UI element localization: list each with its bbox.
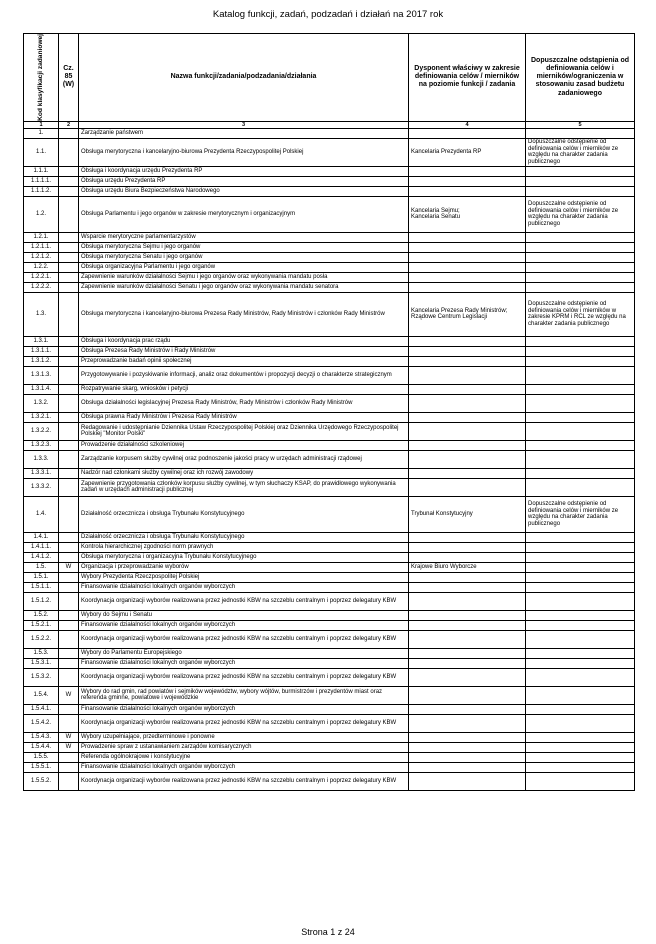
part-cell xyxy=(59,704,79,714)
exemption-cell xyxy=(526,686,635,704)
name-cell: Koordynacja organizacji wyborów realizowana przez jednostki KBW na szczeblu centralnym i poprzez delegatury KBW xyxy=(79,592,409,610)
name-cell: Obsługa Parlamentu i jego organów w zakresie merytorycznym i organizacyjnym xyxy=(79,196,409,232)
name-cell: Wybory Prezydenta Rzeczpospolitej Polskiej xyxy=(79,572,409,582)
exemption-cell xyxy=(526,186,635,196)
dysponent-cell xyxy=(409,166,526,176)
exemption-cell xyxy=(526,532,635,542)
name-cell: Obsługa merytoryczna i kancelaryjno-biurowa Prezesa Rady Ministrów, Rady Ministrów i członków Rady Ministrów xyxy=(79,292,409,336)
table-row xyxy=(24,742,635,752)
exemption-cell xyxy=(526,630,635,648)
part-cell xyxy=(59,422,79,440)
exemption-cell xyxy=(526,336,635,346)
name-cell: Zapewnienie warunków działalności Senatu i jego organów oraz wykonywania mandatu senatora xyxy=(79,282,409,292)
code-cell: 1.2.1.2. xyxy=(24,252,59,262)
exemption-cell xyxy=(526,422,635,440)
part-cell xyxy=(59,572,79,582)
part-cell xyxy=(59,620,79,630)
exemption-cell xyxy=(526,572,635,582)
table-row xyxy=(24,592,635,610)
exemption-cell xyxy=(526,552,635,562)
name-cell: Obsługa działalności legislacyjnej Prezesa Rady Ministrów, Rady Ministrów i członków Rady Ministrów xyxy=(79,394,409,412)
dysponent-cell xyxy=(409,232,526,242)
name-cell: Zapewnienie przygotowania członków korpusu służby cywilnej, w tym słuchaczy KSAP, do prawidłowego wykonywania zadań w urzędach administracji publicznej xyxy=(79,478,409,496)
dysponent-cell xyxy=(409,468,526,478)
exemption-cell: Dopuszczalne odstępienie od definiowania celów i mierników ze względu na charakter zadania publicznego xyxy=(526,196,635,232)
dysponent-cell xyxy=(409,772,526,790)
table-row xyxy=(24,262,635,272)
table-row xyxy=(24,176,635,186)
part-cell xyxy=(59,384,79,394)
part-cell xyxy=(59,668,79,686)
exemption-cell xyxy=(526,648,635,658)
dysponent-cell xyxy=(409,366,526,384)
dysponent-cell xyxy=(409,478,526,496)
dysponent-cell xyxy=(409,610,526,620)
code-cell: 1.2.2. xyxy=(24,262,59,272)
code-cell: 1.3. xyxy=(24,292,59,336)
part-cell xyxy=(59,186,79,196)
code-cell: 1.5.1.1. xyxy=(24,582,59,592)
table-row xyxy=(24,422,635,440)
dysponent-cell xyxy=(409,412,526,422)
dysponent-cell xyxy=(409,704,526,714)
part-cell xyxy=(59,196,79,232)
code-cell: 1.5.5.1. xyxy=(24,762,59,772)
code-cell: 1.5.2. xyxy=(24,610,59,620)
dysponent-cell xyxy=(409,542,526,552)
dysponent-cell xyxy=(409,732,526,742)
table-row xyxy=(24,532,635,542)
dysponent-cell xyxy=(409,686,526,704)
code-cell: 1.5.5.2. xyxy=(24,772,59,790)
part-cell xyxy=(59,128,79,138)
table-row xyxy=(24,232,635,242)
exemption-cell xyxy=(526,468,635,478)
part-cell xyxy=(59,336,79,346)
table-row xyxy=(24,196,635,232)
table-row xyxy=(24,412,635,422)
header-kod: Kod klasyfikacji zadaniowej xyxy=(24,34,59,122)
name-cell: Działalność orzecznicza i obsługa Trybunału Konstytucyjnego xyxy=(79,496,409,532)
header-row xyxy=(24,34,635,122)
name-cell: Organizacja i przeprowadzanie wyborów xyxy=(79,562,409,572)
name-cell: Obsługa organizacyjna Parlamentu i jego organów xyxy=(79,262,409,272)
name-cell: Wybory uzupełniające, przedterminowe i ponowne xyxy=(79,732,409,742)
table-row xyxy=(24,552,635,562)
part-cell xyxy=(59,394,79,412)
name-cell: Przygotowywanie i pozyskiwanie informacji, analiz oraz dokumentów i propozycji decyzji o charakterze strategicznym xyxy=(79,366,409,384)
table-row xyxy=(24,686,635,704)
code-cell: 1.2.1. xyxy=(24,232,59,242)
table-row xyxy=(24,468,635,478)
column-number: 2 xyxy=(59,121,79,128)
dysponent-cell xyxy=(409,252,526,262)
code-cell: 1.5.1. xyxy=(24,572,59,582)
name-cell: Finansowanie działalności lokalnych organów wyborczych xyxy=(79,582,409,592)
part-cell xyxy=(59,468,79,478)
table-row xyxy=(24,166,635,176)
table-row xyxy=(24,384,635,394)
page-title: Katalog funkcji, zadań, podzadań i działań na 2017 rok xyxy=(212,9,444,20)
part-cell xyxy=(59,496,79,532)
dysponent-cell xyxy=(409,356,526,366)
code-cell: 1.5.3.1. xyxy=(24,658,59,668)
exemption-cell xyxy=(526,272,635,282)
header-cz: Cz. 85 (W) xyxy=(59,34,79,122)
exemption-cell xyxy=(526,232,635,242)
exemption-cell xyxy=(526,542,635,552)
exemption-cell xyxy=(526,394,635,412)
part-cell xyxy=(59,242,79,252)
exemption-cell xyxy=(526,262,635,272)
code-cell: 1.4. xyxy=(24,496,59,532)
name-cell: Zarządzanie państwem xyxy=(79,128,409,138)
name-cell: Koordynacja organizacji wyborów realizowana przez jednostki KBW na szczeblu centralnym i poprzez delegatury KBW xyxy=(79,772,409,790)
code-cell: 1.5.3. xyxy=(24,648,59,658)
dysponent-cell xyxy=(409,572,526,582)
code-cell: 1.4.1.1. xyxy=(24,542,59,552)
table-row xyxy=(24,630,635,648)
exemption-cell xyxy=(526,176,635,186)
table-row xyxy=(24,292,635,336)
name-cell: Prowadzenie działalności szkoleniowej xyxy=(79,440,409,450)
exemption-cell xyxy=(526,384,635,394)
part-cell xyxy=(59,138,79,166)
table-row xyxy=(24,336,635,346)
name-cell: Zarządzanie korpusem służby cywilnej oraz podnoszenie jakości pracy w urzędach administracji rządowej xyxy=(79,450,409,468)
code-cell: 1.5.4.3. xyxy=(24,732,59,742)
part-cell xyxy=(59,166,79,176)
name-cell: Wybory do Parlamentu Europejskiego xyxy=(79,648,409,658)
code-cell: 1.2. xyxy=(24,196,59,232)
name-cell: Wybory do Sejmu i Senatu xyxy=(79,610,409,620)
table-row xyxy=(24,732,635,742)
name-cell: Koordynacja organizacji wyborów realizowana przez jednostki KBW na szczeblu centralnym i poprzez delegatury KBW xyxy=(79,714,409,732)
name-cell: Prowadzenie spraw z ustanawianiem zarządów komisarycznych xyxy=(79,742,409,752)
code-cell: 1.3.1.4. xyxy=(24,384,59,394)
table-row xyxy=(24,440,635,450)
code-cell: 1.4.1.2. xyxy=(24,552,59,562)
exemption-cell xyxy=(526,582,635,592)
table-row xyxy=(24,478,635,496)
table-row xyxy=(24,242,635,252)
dysponent-cell: Krajowe Biuro Wyborcze xyxy=(409,562,526,572)
part-cell xyxy=(59,292,79,336)
table-row xyxy=(24,138,635,166)
exemption-cell: Dopuszczalne odstępienie od definiowania celów i mierników w zakresie KPRM i RCL ze względu na charakter zadania publicznego xyxy=(526,292,635,336)
dysponent-cell xyxy=(409,128,526,138)
table-row xyxy=(24,496,635,532)
part-cell xyxy=(59,532,79,542)
column-number-row xyxy=(24,121,635,128)
table-row xyxy=(24,714,635,732)
header-dopuszczalne: Dopuszczalne odstąpienia od definiowania celów i mierników/ograniczenia w stosowaniu zasad budżetu zadaniowego xyxy=(526,34,635,122)
dysponent-cell xyxy=(409,242,526,252)
part-cell xyxy=(59,772,79,790)
table-row xyxy=(24,366,635,384)
name-cell: Obsługa i koordynacja prac rządu xyxy=(79,336,409,346)
code-cell: 1.5.2.2. xyxy=(24,630,59,648)
exemption-cell xyxy=(526,620,635,630)
code-cell: 1.5.4.2. xyxy=(24,714,59,732)
name-cell: Wybory do rad gmin, rad powiatów i sejmików województw, wybory wójtów, burmistrzów i prezydentów miast oraz referenda gminne, powiatowe i wojewódzkie xyxy=(79,686,409,704)
code-cell: 1.3.1.3. xyxy=(24,366,59,384)
table-row xyxy=(24,658,635,668)
dysponent-cell xyxy=(409,742,526,752)
part-cell xyxy=(59,582,79,592)
dysponent-cell xyxy=(409,630,526,648)
name-cell: Obsługa urzędu Biura Bezpieczeństwa Narodowego xyxy=(79,186,409,196)
column-number: 4 xyxy=(409,121,526,128)
table-row xyxy=(24,772,635,790)
dysponent-cell xyxy=(409,620,526,630)
dysponent-cell xyxy=(409,186,526,196)
dysponent-cell xyxy=(409,668,526,686)
table-row xyxy=(24,648,635,658)
code-cell: 1.5.3.2. xyxy=(24,668,59,686)
exemption-cell xyxy=(526,128,635,138)
name-cell: Obsługa urzędu Prezydenta RP xyxy=(79,176,409,186)
code-cell: 1.3.3.2. xyxy=(24,478,59,496)
name-cell: Wsparcie merytoryczne parlamentarzystów xyxy=(79,232,409,242)
code-cell: 1.3.2.2. xyxy=(24,422,59,440)
table-row xyxy=(24,346,635,356)
exemption-cell xyxy=(526,242,635,252)
table-row xyxy=(24,762,635,772)
part-cell xyxy=(59,176,79,186)
name-cell: Zapewnienie warunków działalności Sejmu i jego organów oraz wykonywania mandatu posła xyxy=(79,272,409,282)
name-cell: Finansowanie działalności lokalnych organów wyborczych xyxy=(79,762,409,772)
name-cell: Referenda ogólnokrajowe i konstytucyjne xyxy=(79,752,409,762)
name-cell: Obsługa i koordynacja urzędu Prezydenta RP xyxy=(79,166,409,176)
name-cell: Obsługa prawna Rady Ministrów i Prezesa Rady Ministrów xyxy=(79,412,409,422)
exemption-cell: Dopuszczalne odstępienie od definiowania celów i mierników ze względu na charakter zadania publicznego xyxy=(526,496,635,532)
code-cell: 1.2.2.2. xyxy=(24,282,59,292)
exemption-cell xyxy=(526,668,635,686)
exemption-cell xyxy=(526,450,635,468)
table-row xyxy=(24,668,635,686)
dysponent-cell: Trybunał Konstytucyjny xyxy=(409,496,526,532)
name-cell: Kontrola hierarchicznej zgodności norm prawnych xyxy=(79,542,409,552)
part-cell xyxy=(59,356,79,366)
exemption-cell xyxy=(526,562,635,572)
exemption-cell xyxy=(526,610,635,620)
name-cell: Finansowanie działalności lokalnych organów wyborczych xyxy=(79,704,409,714)
exemption-cell xyxy=(526,366,635,384)
code-cell: 1.3.1.2. xyxy=(24,356,59,366)
part-cell xyxy=(59,232,79,242)
dysponent-cell xyxy=(409,384,526,394)
catalog-table xyxy=(23,33,635,791)
part-cell xyxy=(59,762,79,772)
dysponent-cell xyxy=(409,752,526,762)
code-cell: 1.1. xyxy=(24,138,59,166)
dysponent-cell xyxy=(409,282,526,292)
name-cell: Rozpatrywanie skarg, wniosków i petycji xyxy=(79,384,409,394)
table-row xyxy=(24,450,635,468)
table-row xyxy=(24,252,635,262)
table-row xyxy=(24,272,635,282)
part-cell xyxy=(59,752,79,762)
dysponent-cell xyxy=(409,422,526,440)
table-row xyxy=(24,356,635,366)
table-row xyxy=(24,562,635,572)
table-row xyxy=(24,542,635,552)
dysponent-cell xyxy=(409,592,526,610)
dysponent-cell xyxy=(409,176,526,186)
code-cell: 1.5.4.4. xyxy=(24,742,59,752)
code-cell: 1.3.2. xyxy=(24,394,59,412)
code-cell: 1.5.4. xyxy=(24,686,59,704)
table-row xyxy=(24,582,635,592)
name-cell: Działalność orzecznicza i obsługa Trybunału Konstytucyjnego xyxy=(79,532,409,542)
name-cell: Obsługa merytoryczna i kancelaryjno-biurowa Prezydenta Rzeczypospolitej Polskiej xyxy=(79,138,409,166)
name-cell: Obsługa Prezesa Rady Ministrów i Rady Ministrów xyxy=(79,346,409,356)
code-cell: 1.1.1.1. xyxy=(24,176,59,186)
dysponent-cell xyxy=(409,394,526,412)
exemption-cell xyxy=(526,166,635,176)
name-cell: Obsługa merytoryczna Sejmu i jego organów xyxy=(79,242,409,252)
name-cell: Koordynacja organizacji wyborów realizowana przez jednostki KBW na szczeblu centralnym i poprzez delegatury KBW xyxy=(79,668,409,686)
code-cell: 1.2.2.1. xyxy=(24,272,59,282)
code-cell: 1.1.1. xyxy=(24,166,59,176)
name-cell: Obsługa merytoryczna i organizacyjna Trybunału Konstytucyjnego xyxy=(79,552,409,562)
dysponent-cell xyxy=(409,532,526,542)
exemption-cell xyxy=(526,252,635,262)
code-cell: 1.2.1.1. xyxy=(24,242,59,252)
code-cell: 1.3.1.1. xyxy=(24,346,59,356)
name-cell: Obsługa merytoryczna Senatu i jego organów xyxy=(79,252,409,262)
name-cell: Przeprowadzanie badań opinii społecznej xyxy=(79,356,409,366)
exemption-cell xyxy=(526,732,635,742)
table-row xyxy=(24,282,635,292)
part-cell xyxy=(59,658,79,668)
dysponent-cell xyxy=(409,648,526,658)
table-row xyxy=(24,704,635,714)
exemption-cell xyxy=(526,742,635,752)
dysponent-cell xyxy=(409,440,526,450)
part-cell: W xyxy=(59,732,79,742)
part-cell xyxy=(59,282,79,292)
page-footer: Strona 1 z 24 xyxy=(301,927,355,937)
table-row xyxy=(24,620,635,630)
dysponent-cell xyxy=(409,272,526,282)
part-cell xyxy=(59,592,79,610)
code-cell: 1.1.1.2. xyxy=(24,186,59,196)
code-cell: 1.3.2.1. xyxy=(24,412,59,422)
code-cell: 1.3.3. xyxy=(24,450,59,468)
part-cell xyxy=(59,630,79,648)
exemption-cell xyxy=(526,440,635,450)
part-cell xyxy=(59,478,79,496)
column-number: 1 xyxy=(24,121,59,128)
part-cell xyxy=(59,440,79,450)
part-cell: W xyxy=(59,686,79,704)
part-cell xyxy=(59,542,79,552)
dysponent-cell xyxy=(409,658,526,668)
part-cell xyxy=(59,552,79,562)
table-row xyxy=(24,572,635,582)
exemption-cell xyxy=(526,412,635,422)
part-cell xyxy=(59,714,79,732)
table-row xyxy=(24,128,635,138)
exemption-cell xyxy=(526,346,635,356)
part-cell xyxy=(59,450,79,468)
exemption-cell xyxy=(526,658,635,668)
dysponent-cell xyxy=(409,450,526,468)
exemption-cell xyxy=(526,282,635,292)
exemption-cell xyxy=(526,714,635,732)
name-cell: Nadzór nad członkami służby cywilnej oraz ich rozwój zawodowy xyxy=(79,468,409,478)
part-cell xyxy=(59,648,79,658)
header-dysponent: Dysponent właściwy w zakresie definiowania celów / mierników na poziomie funkcji / zadania xyxy=(409,34,526,122)
code-cell: 1.5.5. xyxy=(24,752,59,762)
name-cell: Koordynacja organizacji wyborów realizowana przez jednostki KBW na szczeblu centralnym i poprzez delegatury KBW xyxy=(79,630,409,648)
dysponent-cell: Kancelaria Prezesa Rady Ministrów; Rządowe Centrum Legislacji xyxy=(409,292,526,336)
part-cell xyxy=(59,366,79,384)
part-cell xyxy=(59,412,79,422)
code-cell: 1.5.2.1. xyxy=(24,620,59,630)
dysponent-cell xyxy=(409,552,526,562)
part-cell: W xyxy=(59,562,79,572)
column-number: 3 xyxy=(79,121,409,128)
table-row xyxy=(24,186,635,196)
exemption-cell xyxy=(526,704,635,714)
header-nazwa: Nazwa funkcji/zadania/podzadania/działania xyxy=(79,34,409,122)
table-row xyxy=(24,610,635,620)
part-cell xyxy=(59,346,79,356)
dysponent-cell xyxy=(409,762,526,772)
part-cell xyxy=(59,610,79,620)
table-body xyxy=(24,128,635,790)
table-row xyxy=(24,752,635,762)
column-number: 5 xyxy=(526,121,635,128)
name-cell: Redagowanie i udostępnianie Dziennika Ustaw Rzeczypospolitej Polskiej oraz Dziennika Urzędowego Rzeczypospolitej Polskiej "Monitor Polski" xyxy=(79,422,409,440)
dysponent-cell xyxy=(409,582,526,592)
code-cell: 1.3.3.1. xyxy=(24,468,59,478)
name-cell: Finansowanie działalności lokalnych organów wyborczych xyxy=(79,620,409,630)
dysponent-cell: Kancelaria Sejmu; Kancelaria Senatu xyxy=(409,196,526,232)
exemption-cell: Dopuszczalne odstępienie od definiowania celów i mierników ze względu na charakter zadania publicznego xyxy=(526,138,635,166)
part-cell xyxy=(59,252,79,262)
exemption-cell xyxy=(526,762,635,772)
exemption-cell xyxy=(526,752,635,762)
exemption-cell xyxy=(526,772,635,790)
code-cell: 1.5. xyxy=(24,562,59,572)
dysponent-cell xyxy=(409,336,526,346)
code-cell: 1.5.1.2. xyxy=(24,592,59,610)
code-cell: 1.3.1. xyxy=(24,336,59,346)
dysponent-cell xyxy=(409,714,526,732)
name-cell: Finansowanie działalności lokalnych organów wyborczych xyxy=(79,658,409,668)
dysponent-cell xyxy=(409,346,526,356)
exemption-cell xyxy=(526,356,635,366)
exemption-cell xyxy=(526,478,635,496)
part-cell xyxy=(59,272,79,282)
dysponent-cell xyxy=(409,262,526,272)
dysponent-cell: Kancelaria Prezydenta RP xyxy=(409,138,526,166)
part-cell: W xyxy=(59,742,79,752)
code-cell: 1.3.2.3. xyxy=(24,440,59,450)
table-row xyxy=(24,394,635,412)
code-cell: 1. xyxy=(24,128,59,138)
code-cell: 1.4.1. xyxy=(24,532,59,542)
code-cell: 1.5.4.1. xyxy=(24,704,59,714)
part-cell xyxy=(59,262,79,272)
exemption-cell xyxy=(526,592,635,610)
